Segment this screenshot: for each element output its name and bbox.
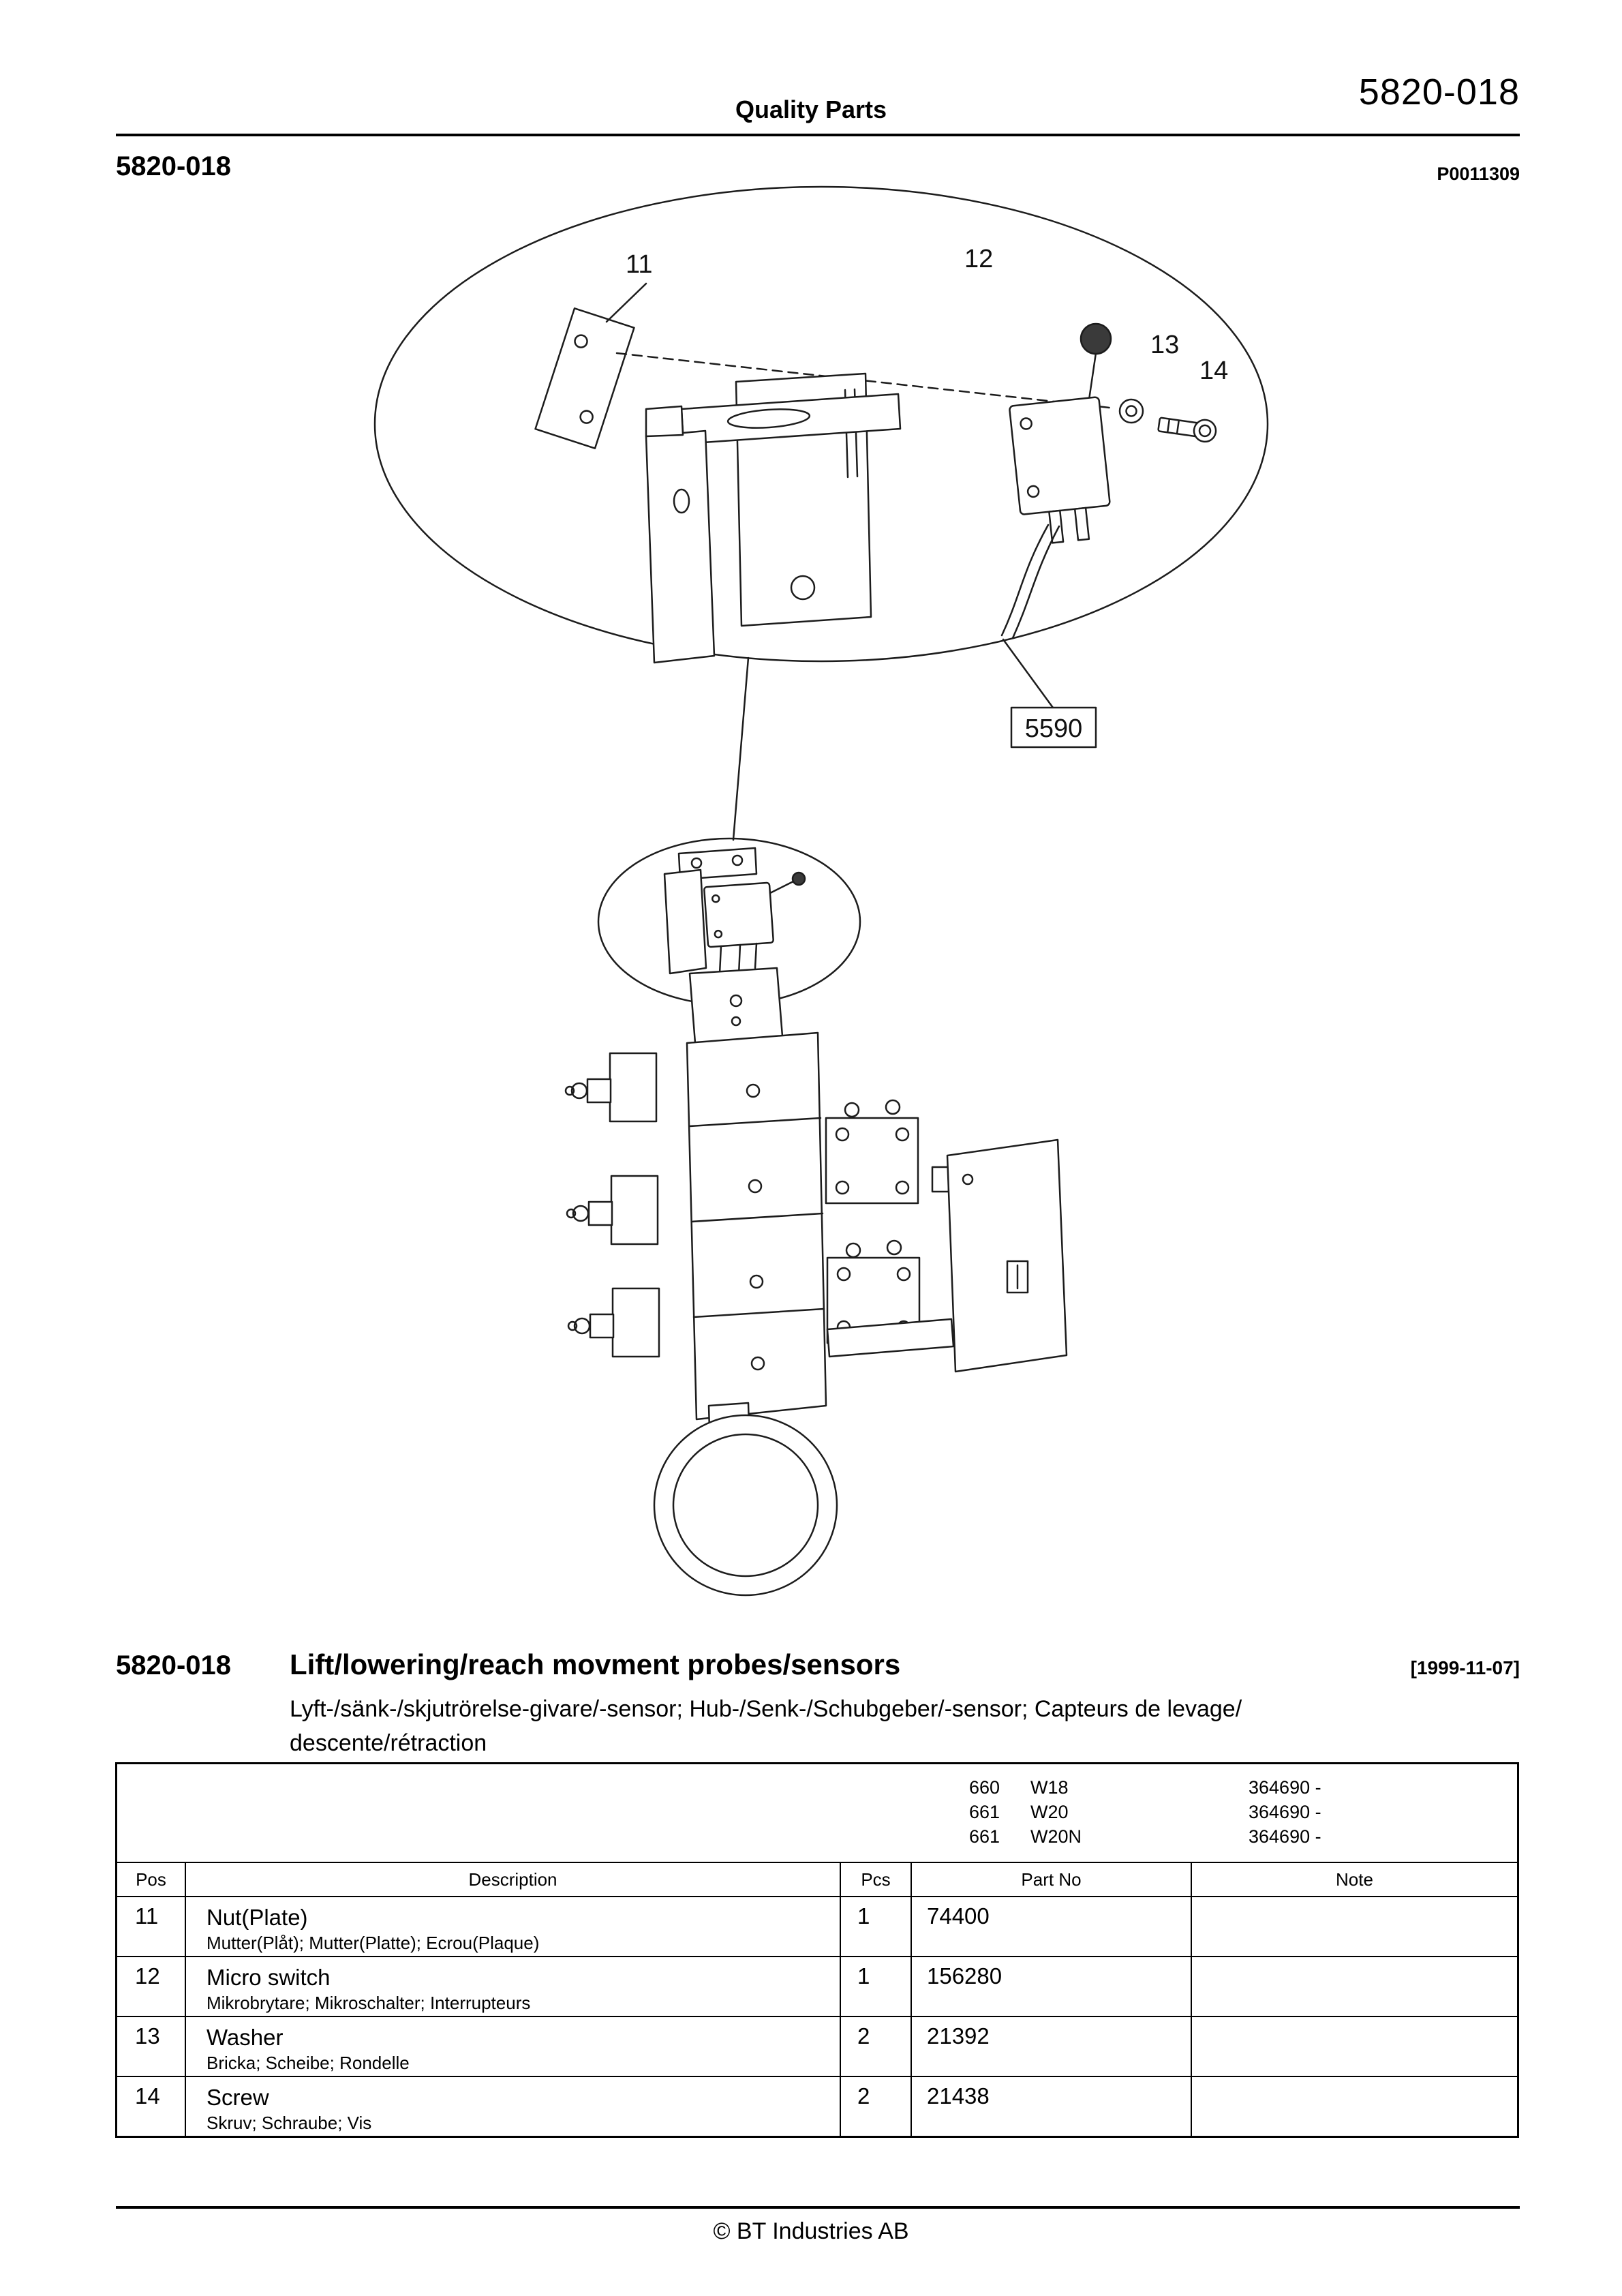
header-title: Quality Parts — [735, 95, 887, 123]
cell-description — [185, 2077, 840, 2136]
col-header-note: Note — [1191, 1863, 1517, 1896]
description-main: Micro switch — [206, 1965, 331, 1990]
model-code: 661 — [969, 1826, 1000, 1847]
cell-note — [1191, 1957, 1517, 2016]
diagram-label-13: 13 — [1150, 331, 1180, 359]
model-code: 661 — [969, 1802, 1000, 1822]
cell-pcs: 1 — [840, 1897, 911, 1956]
assembly-sensor-drawing — [664, 848, 805, 975]
col-header-pcs: Pcs — [840, 1863, 911, 1896]
description-sub: Skruv; Schraube; Vis — [206, 2113, 372, 2133]
cell-description — [185, 1897, 840, 1956]
cell-part-no: 74400 — [911, 1897, 1191, 1956]
cell-description — [185, 2017, 840, 2076]
table-row — [117, 1957, 1517, 2017]
detail-link-line — [733, 658, 748, 840]
model-name: W20 — [1030, 1802, 1069, 1822]
cell-pcs: 2 — [840, 2077, 911, 2136]
model-row — [969, 1775, 1321, 1800]
cell-note — [1191, 2077, 1517, 2136]
parts-table — [115, 1762, 1519, 2138]
ring-drawing — [654, 1415, 837, 1595]
leader-line-11 — [607, 284, 646, 322]
table-row — [117, 2017, 1517, 2077]
model-name: W18 — [1030, 1777, 1069, 1798]
cell-part-no: 21392 — [911, 2017, 1191, 2076]
model-serial: 364690 - — [1249, 1826, 1321, 1847]
washer-drawing — [1120, 399, 1143, 423]
table-row — [117, 2077, 1517, 2136]
valve-assembly-drawing — [566, 968, 1067, 1595]
section-block — [116, 1648, 1520, 1760]
cell-note — [1191, 2017, 1517, 2076]
left-fitting — [566, 1053, 656, 1121]
models-block — [969, 1775, 1321, 1849]
description-main: Washer — [206, 2025, 284, 2050]
callout-leader — [1003, 639, 1053, 708]
cell-pos: 14 — [135, 2083, 160, 2109]
switch-wire — [1002, 525, 1048, 635]
cell-pos: 13 — [135, 2023, 160, 2049]
col-header-pos: Pos — [136, 1869, 166, 1890]
cell-pos: 12 — [135, 1963, 160, 1989]
diagram-label-12: 12 — [964, 245, 994, 273]
description-main: Nut(Plate) — [206, 1905, 308, 1930]
footer-rule — [116, 2206, 1520, 2209]
cell-pcs: 1 — [840, 1957, 911, 2016]
section-subtitle — [290, 1692, 1520, 1760]
left-fitting — [567, 1176, 658, 1244]
model-row — [969, 1800, 1321, 1824]
model-name: W20N — [1030, 1826, 1082, 1847]
cell-part-no: 21438 — [911, 2077, 1191, 2136]
model-row — [969, 1824, 1321, 1849]
table-header-row — [117, 1862, 1517, 1897]
diagram-label-14: 14 — [1199, 357, 1229, 385]
model-serial: 364690 - — [1249, 1777, 1321, 1798]
section-date: [1999-11-07] — [1410, 1657, 1520, 1678]
right-block — [826, 1100, 918, 1203]
section-subtitle-line2: descente/rétraction — [290, 1730, 487, 1756]
micro-switch-drawing — [1002, 324, 1114, 638]
description-main: Screw — [206, 2085, 269, 2110]
screw-drawing — [1157, 414, 1217, 443]
footer-copyright: © BT Industries AB — [713, 2218, 909, 2244]
switch-roller — [1081, 324, 1111, 354]
header-doc-ref: 5820-018 — [1358, 72, 1520, 112]
section-title: Lift/lowering/reach movment probes/sensors — [290, 1648, 901, 1680]
col-header-description: Description — [185, 1863, 840, 1896]
cell-part-no: 156280 — [911, 1957, 1191, 2016]
description-sub: Mutter(Plåt); Mutter(Platte); Ecrou(Plaque) — [206, 1933, 540, 1953]
diagram-label-11: 11 — [626, 250, 653, 279]
model-serial: 364690 - — [1249, 1802, 1321, 1822]
section-number: 5820-018 — [116, 1650, 232, 1680]
cell-pcs: 2 — [840, 2017, 911, 2076]
doc-number: 5820-018 — [116, 151, 232, 181]
models-region — [117, 1764, 1517, 1862]
section-subtitle-line1: Lyft-/sänk-/skjutrörelse-givare/-sensor; Hub-/Senk-/Schubgeber/-sensor; Capteurs de levage/ — [290, 1696, 1242, 1722]
model-code: 660 — [969, 1777, 1000, 1798]
description-sub: Mikrobrytare; Mikroschalter; Interrupteurs — [206, 1993, 531, 2013]
cell-description — [185, 1957, 840, 2016]
bracket-drawing — [646, 374, 900, 663]
photo-reference: P0011309 — [1437, 164, 1520, 184]
cell-note — [1191, 1897, 1517, 1956]
nut-plate-drawing — [536, 308, 634, 448]
callout-5590-label: 5590 — [1024, 714, 1083, 743]
table-row — [117, 1897, 1517, 1957]
description-sub: Bricka; Scheibe; Rondelle — [206, 2053, 410, 2073]
cell-pos: 11 — [135, 1903, 159, 1929]
left-fitting — [568, 1288, 659, 1357]
col-header-part-no: Part No — [911, 1863, 1191, 1896]
